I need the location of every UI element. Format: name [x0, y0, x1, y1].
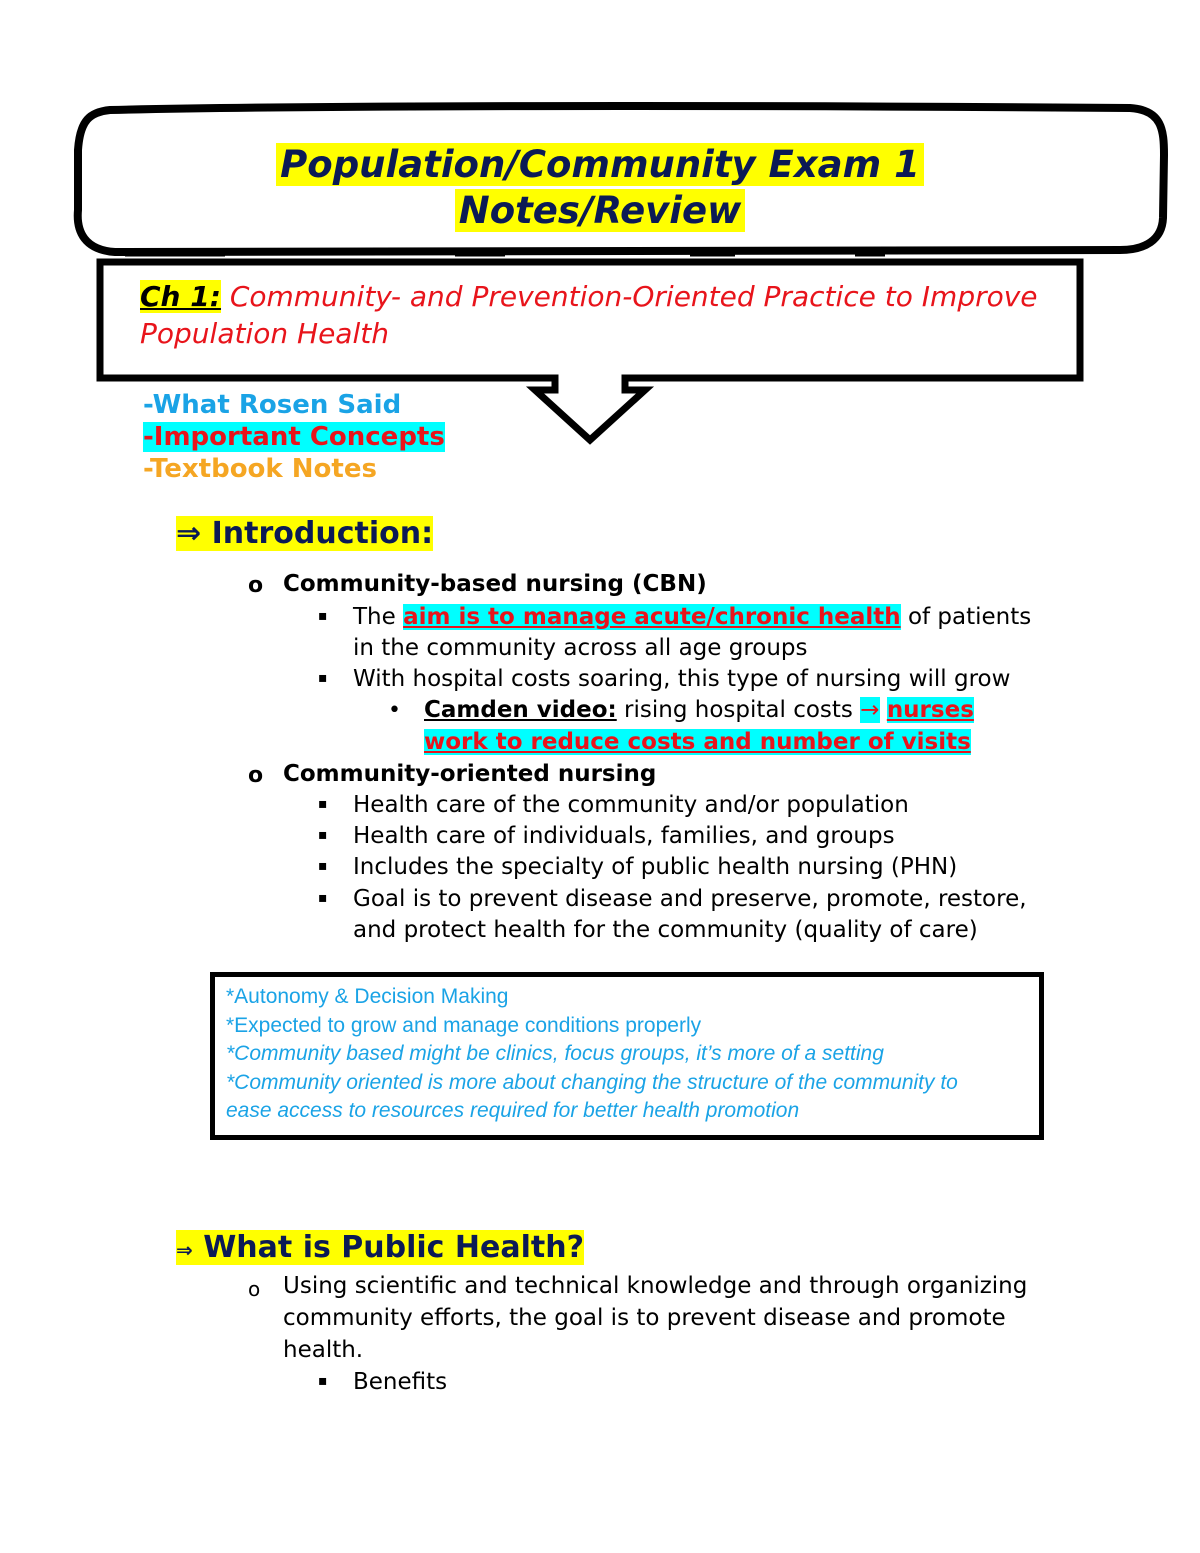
cbn-costs: With hospital costs soaring, this type of nursing will grow	[353, 666, 1011, 692]
benefits-item: Benefits	[353, 1369, 448, 1395]
con-item: Goal is to prevent disease and preserve, promote, restore,	[353, 886, 1027, 912]
arrow-right-icon: ⇒	[176, 516, 202, 551]
con-title: Community-oriented nursing	[283, 761, 657, 787]
notes-line: ease access to resources required for better health promotion	[226, 1099, 800, 1123]
con-item: Health care of the community and/or population	[353, 792, 909, 818]
arrow-right-icon: ⇒	[176, 1238, 193, 1262]
public-health-def: Using scientific and technical knowledge and through organizing	[283, 1273, 1028, 1299]
bullet-o-icon: o	[248, 1277, 261, 1301]
legend-important: -Important Concepts	[143, 422, 445, 452]
legend-rosen: -What Rosen Said	[143, 390, 402, 420]
camden-video-note: Camden video: rising hospital costs → nurses	[424, 697, 974, 723]
cbn-aim: The aim is to manage acute/chronic health of patients	[353, 604, 1032, 630]
notes-line: *Autonomy & Decision Making	[226, 985, 509, 1008]
notes-line: *Community based might be clinics, focus groups, it’s more of a setting	[226, 1042, 884, 1066]
square-bullet-icon: ▪	[318, 670, 328, 686]
chapter-title: Community- and Prevention-Oriented Practice to Improve Population Health	[140, 280, 1038, 350]
public-health-def-line3: health.	[283, 1337, 364, 1363]
con-item: Health care of individuals, families, and groups	[353, 823, 895, 849]
public-health-heading: ⇒ What is Public Health?	[176, 1230, 584, 1265]
page-title-line-1: Population/Community Exam 1	[0, 143, 1200, 187]
rosen-notes-text	[226, 983, 1026, 1126]
chapter-heading	[140, 278, 1060, 352]
introduction-heading: ⇒ Introduction:	[176, 516, 434, 551]
notes-line: *Expected to grow and manage conditions properly	[226, 1013, 702, 1037]
square-bullet-icon: ▪	[318, 796, 328, 812]
square-bullet-icon: ▪	[318, 858, 328, 874]
page-title-line-2: Notes/Review	[0, 189, 1200, 233]
square-bullet-icon: ▪	[318, 827, 328, 843]
notes-line: *Community oriented is more about changing the structure of the community to	[226, 1070, 958, 1094]
square-bullet-icon: ▪	[318, 890, 328, 906]
camden-video-note-line2: work to reduce costs and number of visits	[424, 729, 971, 755]
bullet-o-icon: o	[248, 763, 264, 788]
arrow-icon: →	[860, 697, 880, 723]
con-item-line2: and protect health for the community (quality of care)	[353, 917, 978, 943]
square-bullet-icon: ▪	[318, 608, 328, 624]
bullet-o-icon: o	[248, 573, 264, 598]
square-bullet-icon: ▪	[318, 1373, 328, 1389]
con-item: Includes the specialty of public health nursing (PHN)	[353, 854, 958, 880]
legend-textbook: -Textbook Notes	[143, 454, 377, 484]
cbn-title: Community-based nursing (CBN)	[283, 571, 707, 597]
chapter-label: Ch 1:	[140, 280, 221, 313]
dot-bullet-icon: •	[388, 698, 401, 723]
cbn-aim-line2: in the community across all age groups	[353, 635, 808, 661]
public-health-def-line2: community efforts, the goal is to prevent disease and promote	[283, 1305, 1006, 1331]
